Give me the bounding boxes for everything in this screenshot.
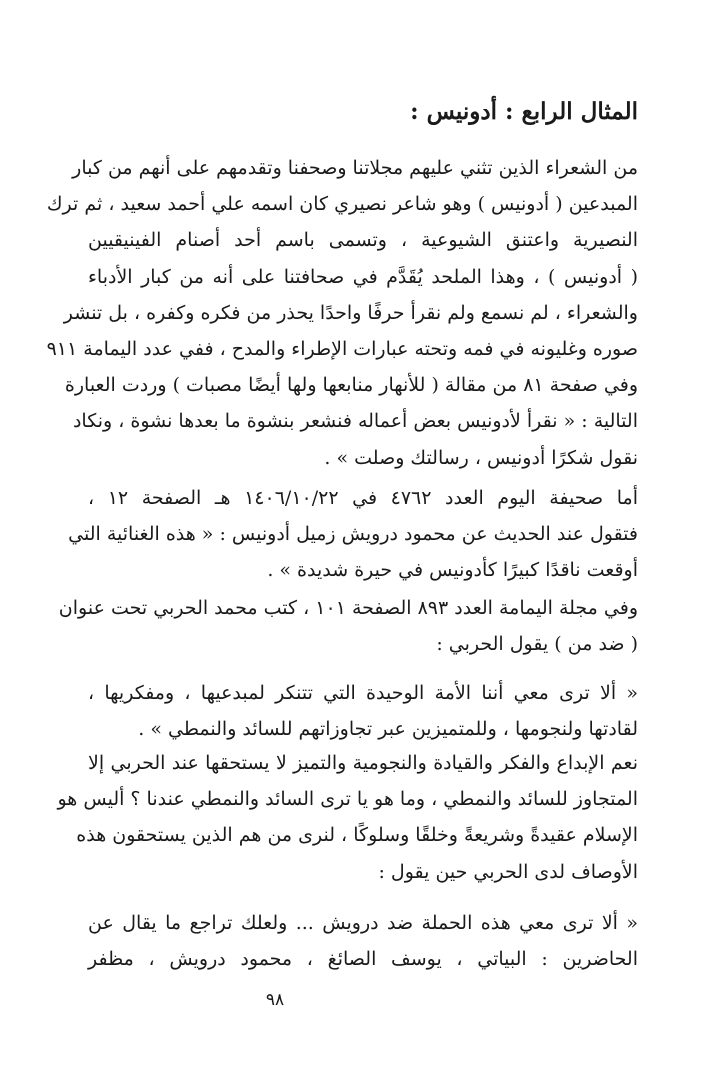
text-line: ( ضد من ) يقول الحربي : bbox=[436, 633, 638, 656]
text-line: نقول شكرًا أدونيس ، رسالتك وصلت » . bbox=[324, 446, 638, 469]
text-line: التالية : « نقرأ لأدونيس بعض أعماله فنشعر بنشوة ما بعدها نشوة ، ونكاد bbox=[72, 410, 638, 433]
text-line: الحاضرين : البياتي ، يوسف الصائغ ، محمود درويش ، مظفر bbox=[88, 948, 638, 971]
text-line: من الشعراء الذين تثني عليهم مجلاتنا وصحفنا وتقدمهم على أنهم من كبار bbox=[72, 157, 638, 179]
text-line: صوره وغليونه في فمه وتحته عبارات الإطراء والمدح ، ففي عدد اليمامة ٩١١ bbox=[46, 337, 638, 360]
page-number: ٩٨ bbox=[265, 990, 285, 1010]
text-line: « ألا ترى معي أننا الأمة الوحيدة التي تتنكر لمبدعيها ، ومفكريها ، bbox=[88, 682, 638, 704]
paragraph-alyamamah-magazine bbox=[58, 590, 638, 662]
text-line: وفي مجلة اليمامة العدد ٨٩٣ الصفحة ١٠١ ، كتب محمد الحربي تحت عنوان bbox=[58, 597, 638, 619]
section-title: المثال الرابع : أدونيس : bbox=[410, 98, 638, 125]
text-line: نعم الإبداع والفكر والقيادة والنجومية والتميز لا يستحقها عند الحربي إلا bbox=[88, 752, 638, 774]
text-line: النصيرية واعتنق الشيوعية ، وتسمى باسم أحد أصنام الفينيقيين bbox=[88, 229, 638, 252]
text-line: والشعراء ، لم نسمع ولم نقرأ حرفًا واحدًا يحذر من فكره وكفره ، بل تنشر bbox=[63, 301, 638, 324]
paragraph-adonis-intro bbox=[46, 150, 638, 476]
quote-alharbi-1 bbox=[88, 675, 638, 747]
text-line: أما صحيفة اليوم العدد ٤٧٦٢ في ١٤٠٦/١٠/٢٢ هـ الصفحة ١٢ ، bbox=[88, 487, 639, 509]
book-page bbox=[46, 0, 639, 1071]
text-line: فتقول عند الحديث عن محمود درويش زميل أدونيس : « هذه الغنائية التي bbox=[68, 523, 638, 546]
text-line: « ألا ترى معي هذه الحملة ضد درويش ... ولعلك تراجع ما يقال عن bbox=[88, 912, 638, 934]
quote-alharbi-2 bbox=[88, 905, 638, 977]
paragraph-alyaum-newspaper bbox=[68, 480, 639, 589]
text-line: وفي صفحة ٨١ من مقالة ( للأنهار منابعها ولها أيضًا مصبات ) وردت العبارة bbox=[64, 374, 638, 397]
text-line: لقادتها ولنجومها ، وللمتميزين عبر تجاوزاتهم للسائد والنمطي » . bbox=[138, 718, 638, 741]
text-line: أوقعت ناقدًا كبيرًا كأدونيس في حيرة شديدة » . bbox=[267, 559, 638, 582]
text-line: الإسلام عقيدةً وشريعةً وخلقًا وسلوكًا ، لنرى من هم الذين يستحقون هذه bbox=[76, 824, 638, 847]
paragraph-commentary bbox=[57, 745, 638, 890]
text-line: ( أدونيس ) ، وهذا الملحد يُقَدَّم في صحافتنا على أنه من كبار الأدباء bbox=[88, 265, 638, 288]
text-line: المتجاوز للسائد والنمطي ، وما هو يا ترى السائد والنمطي عندنا ؟ أليس هو bbox=[57, 788, 638, 811]
text-line: المبدعين ( أدونيس ) وهو شاعر نصيري كان اسمه علي أحمد سعيد ، ثم ترك bbox=[46, 193, 638, 216]
text-line: الأوصاف لدى الحربي حين يقول : bbox=[378, 860, 638, 883]
